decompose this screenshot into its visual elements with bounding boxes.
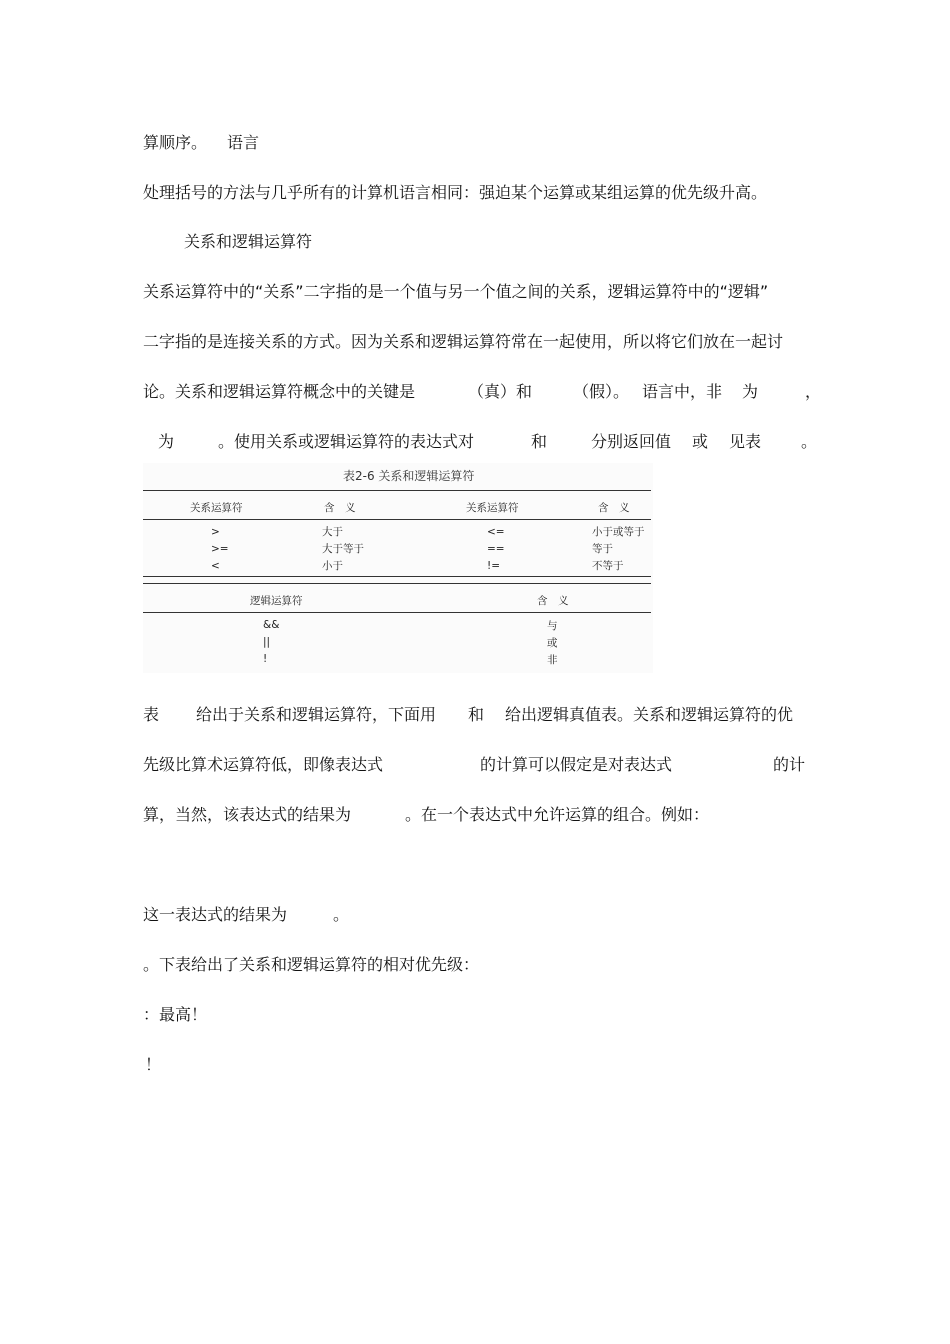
rel-cell: 小于或等于 <box>592 526 645 538</box>
rel-cell: 不等于 <box>592 560 624 572</box>
text-segment: 的计 <box>773 755 806 774</box>
rel-cell: <= <box>487 526 505 538</box>
text-segment: 为 <box>158 432 175 451</box>
text-segment: 算顺序。 <box>143 133 208 152</box>
text-segment: 算，当然，该表达式的结果为 <box>143 805 352 824</box>
text-segment: 分别返回值 <box>591 432 672 451</box>
text-segment: 语言中，非 <box>642 382 723 401</box>
log-cell: 非 <box>547 654 558 666</box>
rel-cell: 大于 <box>322 526 343 538</box>
text-segment: （真）和 <box>468 382 533 401</box>
rel-cell: == <box>487 543 505 555</box>
table-title: 表2-6 关系和逻辑运算符 <box>343 469 475 483</box>
text-segment: ， <box>805 382 822 401</box>
table-top-rule <box>143 490 651 491</box>
text-segment: 为 <box>742 382 759 401</box>
text-segment: ：最高！ <box>143 1005 208 1024</box>
text-segment: 给出于关系和逻辑运算符，下面用 <box>196 705 437 724</box>
text-segment: 这一表达式的结果为 <box>143 905 288 924</box>
text-segment: 关系和逻辑运算符 <box>184 232 313 251</box>
text-segment: 。 <box>333 905 350 924</box>
text-segment: 。下表给出了关系和逻辑运算符的相对优先级： <box>143 955 480 974</box>
table-header-rule <box>143 519 651 520</box>
text-segment: 的计算可以假定是对表达式 <box>480 755 673 774</box>
table-mid-rule-2 <box>143 583 651 584</box>
table-logical-header-rule <box>143 612 651 613</box>
log-cell: 或 <box>547 637 558 649</box>
text-segment: 二字指的是连接关系的方式。因为关系和逻辑运算符常在一起使用，所以将它们放在一起讨 <box>143 332 784 351</box>
text-segment: 语言 <box>227 133 260 152</box>
text-segment: 或 <box>692 432 709 451</box>
text-segment: 关系运算符中的“关系”二字指的是一个值与另一个值之间的关系，逻辑运算符中的“逻辑” <box>143 282 769 301</box>
text-segment: ！ <box>145 1055 162 1074</box>
text-segment: （假）。 <box>573 382 630 401</box>
rel-cell: > <box>211 526 220 538</box>
text-segment: 。在一个表达式中允许运算的组合。例如： <box>405 805 710 824</box>
text-segment: 论。关系和逻辑运算符概念中的关键是 <box>143 382 416 401</box>
text-segment: 和 <box>531 432 548 451</box>
text-segment: 和 <box>468 705 485 724</box>
rel-header-meaning-1: 含 义 <box>324 502 356 514</box>
rel-cell: 小于 <box>322 560 343 572</box>
text-segment: 处理括号的方法与几乎所有的计算机语言相同：强迫某个运算或某组运算的优先级升高。 <box>143 183 768 202</box>
rel-cell: 大于等于 <box>322 543 364 555</box>
log-cell: && <box>263 619 280 631</box>
rel-header-meaning-2: 含 义 <box>598 502 630 514</box>
rel-header-op-2: 关系运算符 <box>466 502 519 514</box>
text-segment: 。 <box>801 432 818 451</box>
text-segment: 给出逻辑真值表。关系和逻辑运算符的优 <box>505 705 794 724</box>
table-mid-rule-1 <box>143 576 651 577</box>
rel-cell: < <box>211 560 220 572</box>
text-segment: 。使用关系或逻辑运算符的表达式对 <box>218 432 475 451</box>
log-cell: 与 <box>547 620 558 632</box>
log-header-op: 逻辑运算符 <box>250 595 303 607</box>
rel-cell: >= <box>211 543 229 555</box>
log-header-meaning: 含 义 <box>537 595 569 607</box>
text-segment: 先级比算术运算符低，即像表达式 <box>143 755 384 774</box>
text-segment: 表 <box>143 705 160 724</box>
log-cell: || <box>263 636 271 648</box>
text-segment: 见表 <box>729 432 762 451</box>
rel-header-op-1: 关系运算符 <box>190 502 243 514</box>
rel-cell: 等于 <box>592 543 613 555</box>
rel-cell: != <box>487 560 501 572</box>
log-cell: ! <box>263 653 268 665</box>
